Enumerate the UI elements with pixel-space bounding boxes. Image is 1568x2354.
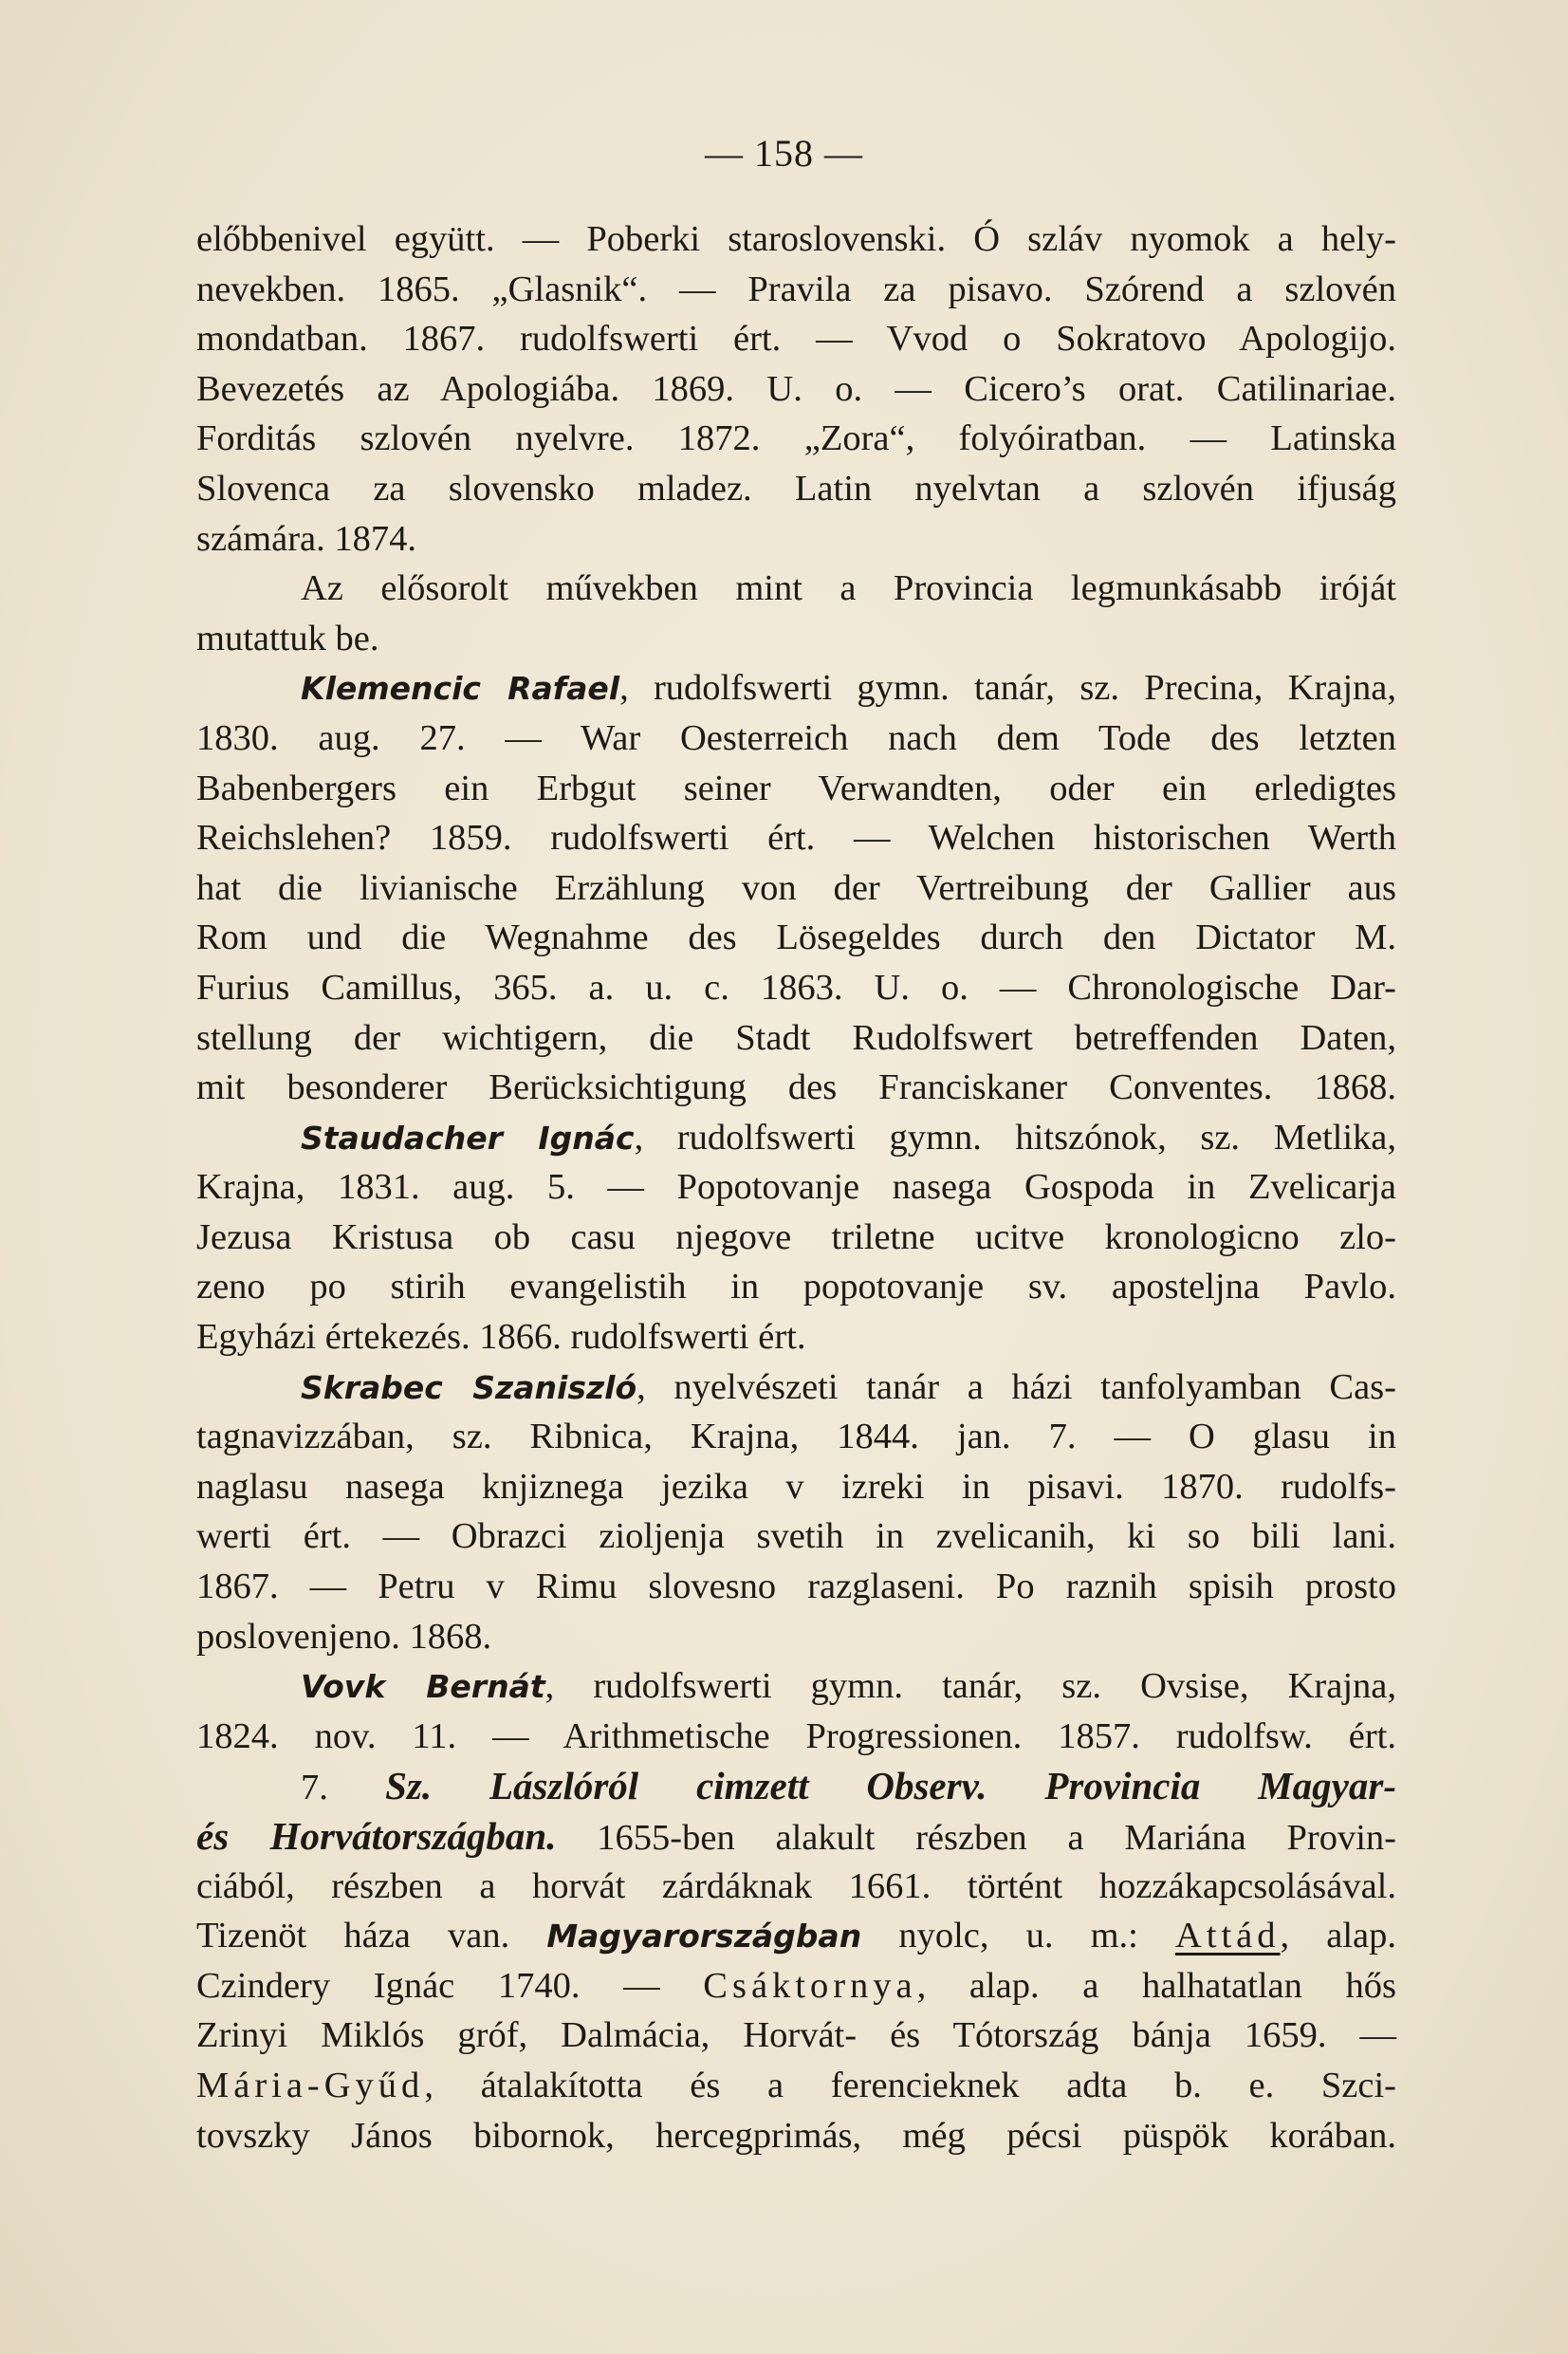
- text-line: számára. 1874.: [196, 518, 416, 559]
- text-line: tagnavizzában, sz. Ribnica, Krajna, 1844. jan. 7. — O glasu in: [196, 1417, 1396, 1457]
- text-line: 1830. aug. 27. — War Oesterreich nach dem Tode des letzten: [196, 717, 1396, 758]
- text-line: mit besonderer Berücksichtigung des Franciskaner Conventes. 1868.: [196, 1067, 1396, 1108]
- entry-line: [196, 1961, 1396, 2011]
- text-line: Bevezetés az Apologiába. 1869. U. o. — Cicero’s orat. Catilinariae.: [196, 368, 1396, 409]
- text-line: tovszky János bibornok, hercegprimás, még pécsi püspök korában.: [196, 2115, 1396, 2156]
- entry-text: , rudolfswerti gymn. hitszónok, sz. Metlika,: [634, 1117, 1396, 1158]
- person-name: Skrabec Szaniszló: [301, 1368, 637, 1406]
- entry-text: , nyelvészeti tanár a házi tanfolyamban Cas-: [636, 1366, 1396, 1407]
- region-name: Magyarországban: [546, 1918, 862, 1955]
- text-line: nevekben. 1865. „Glasnik“. — Pravila za pisavo. Szórend a szlovén: [196, 269, 1396, 309]
- entry-text: , rudolfswerti gymn. tanár, sz. Ovsise, Krajna,: [544, 1666, 1396, 1707]
- text-line: 1867. — Petru v Rimu slovesno razglaseni. Po raznih spisih prosto: [196, 1566, 1396, 1607]
- entry-line: [196, 1911, 1396, 1961]
- text-line: mutattuk be.: [196, 618, 379, 658]
- entry-line: [196, 1113, 1396, 1163]
- entry-text: 1655-ben alakult részben a Mariána Provin-: [556, 1818, 1396, 1858]
- text-line: Slovenca za slovensko mladez. Latin nyelvtan a szlovén ifjuság: [196, 468, 1396, 509]
- text-line: Jezusa Kristusa ob casu njegove triletne ucitve kronologicno zlo-: [196, 1216, 1396, 1257]
- body-text: [196, 214, 1396, 2160]
- place-name: Csáktornya: [703, 1965, 917, 2006]
- page-number: — 158 —: [705, 132, 863, 175]
- entry-line: [196, 663, 1396, 714]
- entry-text: , átalakította és a ferencieknek adta b. e. Szci-: [424, 2065, 1396, 2105]
- text-line: zeno po stirih evangelistih in popotovanje sv. aposteljna Pavlo.: [196, 1267, 1396, 1307]
- person-name: Vovk Bernát: [301, 1668, 545, 1706]
- entry-text: Czindery Ignác 1740. —: [196, 1965, 660, 2006]
- text-line: hat die livianische Erzählung von der Vertreibung der Gallier aus: [196, 867, 1396, 908]
- text-line: ciából, részben a horvát zárdáknak 1661. történt hozzákapcsolásával.: [196, 1865, 1396, 1906]
- text-line: Az elősorolt művekben mint a Provincia legmunkásabb iróját: [301, 568, 1396, 609]
- text-line: Rom und die Wegnahme des Lösegeldes durch den Dictator M.: [196, 918, 1396, 958]
- entry-text: Tizenöt háza van.: [196, 1916, 510, 1956]
- person-name: Staudacher Ignác: [301, 1119, 635, 1157]
- text-line: Forditás szlovén nyelvre. 1872. „Zora“, folyóiratban. — Latinska: [196, 418, 1396, 459]
- text-line: Krajna, 1831. aug. 5. — Popotovanje nasega Gospoda in Zvelicarja: [196, 1167, 1396, 1208]
- text-line: Zrinyi Miklós gróf, Dalmácia, Horvát- és Tótország bánja 1659. —: [196, 2015, 1396, 2056]
- entry-line: [196, 1661, 1396, 1712]
- section-heading-cont: és Horvátországban.: [196, 1814, 557, 1858]
- text-line: Furius Camillus, 365. a. u. c. 1863. U. o. — Chronologische Dar-: [196, 967, 1396, 1008]
- entry-text: , alap. a halhatatlan hős: [916, 1965, 1396, 2006]
- section-heading: Sz. Lászlóról cimzett Observ. Provincia Magyar-: [385, 1764, 1396, 1808]
- person-name: Klemencic Rafael: [301, 670, 620, 708]
- text-line: mondatban. 1867. rudolfswerti ért. — Vvod o Sokratovo Apologijo.: [196, 319, 1396, 360]
- text-line: stellung der wichtigern, die Stadt Rudolfswert betreffenden Daten,: [196, 1017, 1396, 1058]
- text-line: poslovenjeno. 1868.: [196, 1616, 492, 1657]
- section-number: 7.: [301, 1768, 328, 1808]
- text-line: 1824. nov. 11. — Arithmetische Progressionen. 1857. rudolfsw. ért.: [196, 1715, 1396, 1756]
- text-line: Reichslehen? 1859. rudolfswerti ért. — Welchen historischen Werth: [196, 818, 1396, 859]
- entry-line: [196, 1362, 1396, 1413]
- entry-line: [196, 2061, 1396, 2111]
- section-heading-line: [196, 1761, 1396, 1811]
- text-line: Babenbergers ein Erbgut seiner Verwandten, oder ein erledigtes: [196, 768, 1396, 808]
- text-line: naglasu nasega knjiznega jezika v izreki in pisavi. 1870. rudolfs-: [196, 1466, 1396, 1507]
- entry-text: , alap.: [1280, 1916, 1397, 1956]
- text-line: előbbenivel együtt. — Poberki staroslovenski. Ó szláv nyomok a hely-: [196, 219, 1396, 259]
- entry-text: nyolc, u. m.:: [898, 1916, 1138, 1956]
- entry-text: , rudolfswerti gymn. tanár, sz. Precina, Krajna,: [619, 668, 1396, 709]
- entry-line: [196, 1811, 1396, 1862]
- place-name: Attád: [1174, 1916, 1281, 1956]
- place-name: Mária-Gyűd: [196, 2065, 425, 2105]
- text-line: werti ért. — Obrazci zioljenja svetih in zvelicanih, ki so bili lani.: [196, 1516, 1396, 1557]
- text-line: Egyházi értekezés. 1866. rudolfswerti ért.: [196, 1317, 806, 1358]
